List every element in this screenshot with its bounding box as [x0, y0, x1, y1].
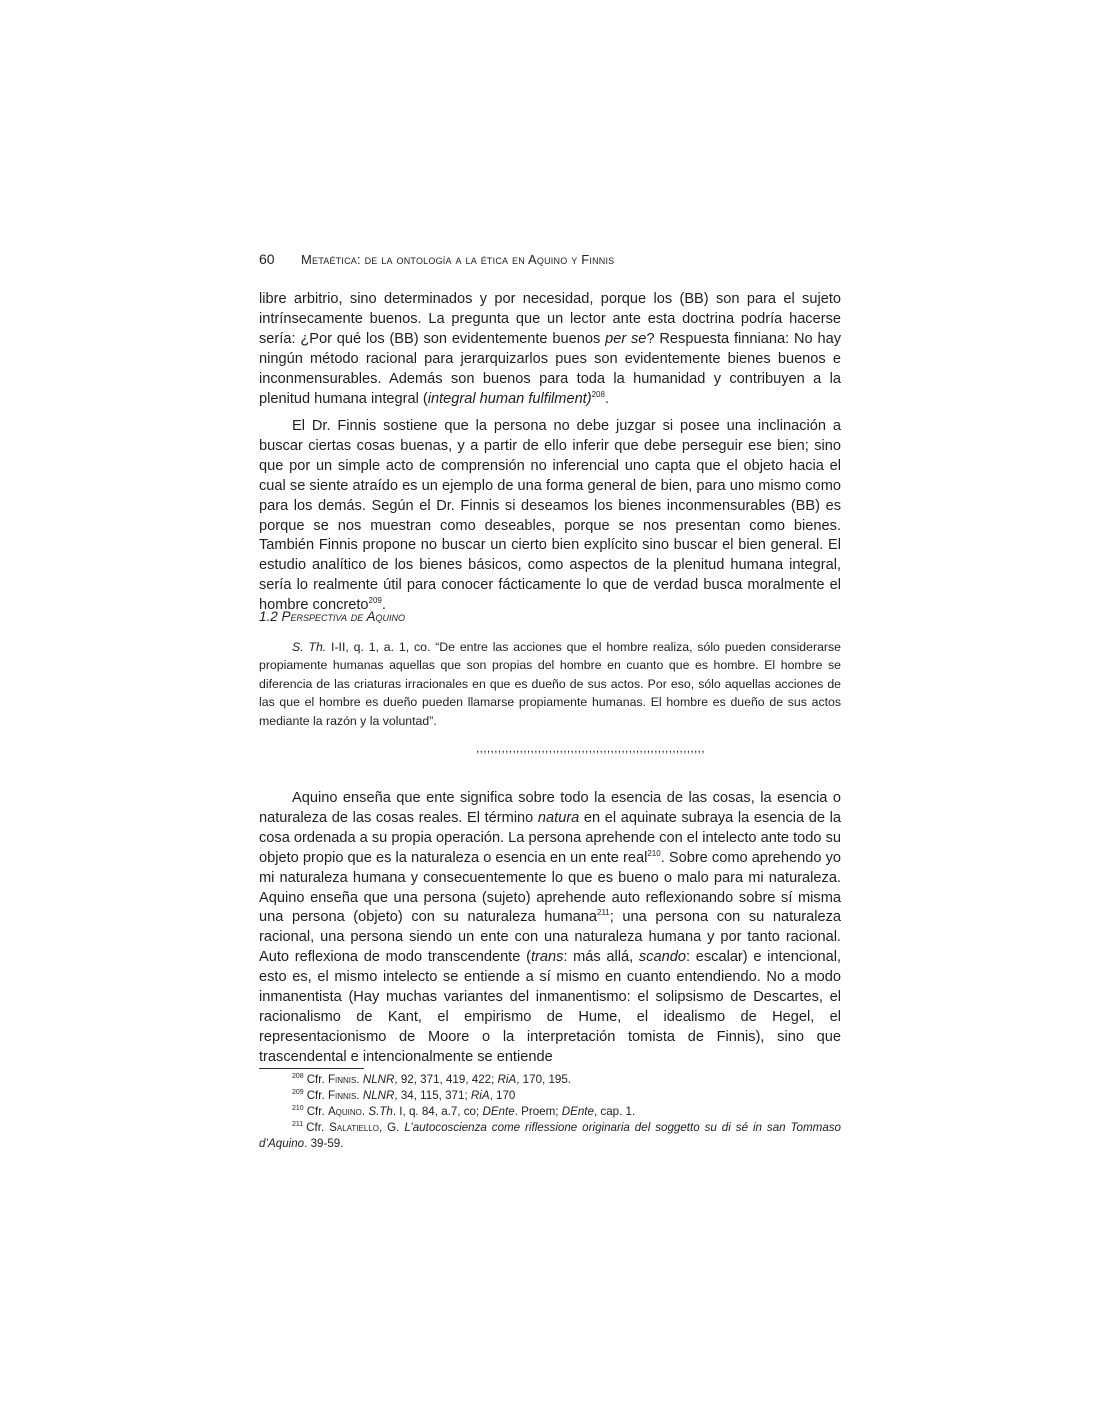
paragraph-2: El Dr. Finnis sostiene que la persona no debe juzgar si posee una inclinación a buscar ciertas cosas buenas, y a partir de ello inferir que debe perseguir ese bien; sino que por un simple acto de comprensión no inferencial uno capta que el objeto hacia el cual se siente atraído es un ejemplo de una forma general de bien, para uno mismo como para los demás. Según el Dr. Finnis si deseamos los bienes inconmensurables (BB) es porque se nos muestran como deseables, porque se nos presentan como bienes. También Finnis propone no buscar un cierto bien explícito sino buscar el bien general. El estudio analítico de los bienes básicos, como aspectos de la plenitud humana integral, sería lo realmente útil para conocer fácticamente lo que de verdad busca moralmente el hombre concreto$^{209}$.	[259, 418, 841, 614]
footnote-ref-210[interactable]: 210	[647, 848, 661, 858]
ornamental-divider: ,,,,,,,,,,,,,,,,,,,,,,,,,,,,,,,,,,,,,,,,,,,,,,,,,,,,,,,,,,,,,,,	[476, 741, 705, 755]
block-quote: S. Th. I-II, q. 1, a. 1, co. “De entre las acciones que el hombre realiza, sólo pueden considerarse propiamente humanas aquellas que son propias del hombre en cuanto que es hombre. El hombre se diferencia de las criaturas irracionales en que es dueño de sus actos. Por eso, sólo aquellas acciones de las que el hombre es dueño pueden llamarse propiamente humanas. El hombre es dueño de sus actos mediante la razón y la voluntad”.	[259, 640, 841, 728]
footnote-ref-209[interactable]: 209	[368, 596, 382, 606]
footnote-209: $^{209}$ Cfr. Finnis. NLNR, 34, 115, 371; RiA, 170	[292, 1089, 516, 1102]
footnote-ref-211[interactable]: 211	[597, 908, 610, 918]
footnote-ref-208[interactable]: 208	[591, 389, 605, 399]
footnote-208: $^{208}$ Cfr. Finnis. NLNR, 92, 371, 419, 422; RiA, 170, 195.	[292, 1073, 572, 1086]
footnotes	[259, 1072, 841, 1152]
running-title: Metaética: de la ontología a la ética en Aquino y Finnis	[301, 252, 615, 267]
footnote-210: $^{210}$ Cfr. Aquino. S.Th. I, q. 84, a.7, co; DEnte. Proem; DEnte, cap. 1.	[292, 1105, 636, 1118]
section-heading: 1.2 Perspectiva de Aquino	[259, 609, 406, 624]
running-header	[259, 250, 844, 269]
paragraph-1: libre arbitrio, sino determinados y por necesidad, porque los (BB) son para el sujeto intrínsecamente buenos. La pregunta que un lector ante esta doctrina podría hacerse sería: ¿Por qué los (BB) son evidentemente buenos per se? Respuesta finniana: No hay ningún método racional para jerarquizarlos pues son evidentemente bienes buenos e inconmensurables. Además son buenos para toda la humanidad y contribuyen a la plenitud humana integral (integral human fulfilment)$^{208}$.	[259, 291, 841, 407]
footnote-separator	[259, 1068, 364, 1069]
paragraph-3: Aquino enseña que ente significa sobre todo la esencia de las cosas, la esencia o naturaleza de las cosas reales. El término natura en el aquinate subraya la esencia de la cosa ordenada a su propia operación. La persona aprehende con el intelecto ante todo su objeto propio que es la naturaleza o esencia en un ente real$^{210}$. Sobre como aprehendo yo mi naturaleza humana y consecuentemente lo que es bueno o malo para mi naturaleza. Aquino enseña que una persona (sujeto) aprehende auto reflexionando sobre sí misma una persona (objeto) con su naturaleza humana$^{211}$; una persona con su naturaleza racional, una persona siendo un ente con una naturaleza humana y por tanto racional. Auto reflexiona de modo transcendente (trans: más allá, scando: escalar) e intencional, esto es, el mismo intelecto se entiende a sí mismo en cuanto entendiendo. No a modo inmanentista (Hay muchas variantes del inmanentismo: el solipsismo de Descartes, el racionalismo de Kant, el empirismo de Hume, el idealismo de Hegel, el representacionismo de Moore o la interpretación tomista de Finnis), sino que trascendental e intencionalmente se entiende	[259, 790, 842, 1065]
footnote-211: $^{211}$ Cfr. Salatiello, G. L’autocoscienza come riflessione originaria del soggetto su di sé in san Tommaso d’Aquino. 39-59.	[259, 1121, 842, 1150]
page-number: 60	[259, 251, 275, 267]
